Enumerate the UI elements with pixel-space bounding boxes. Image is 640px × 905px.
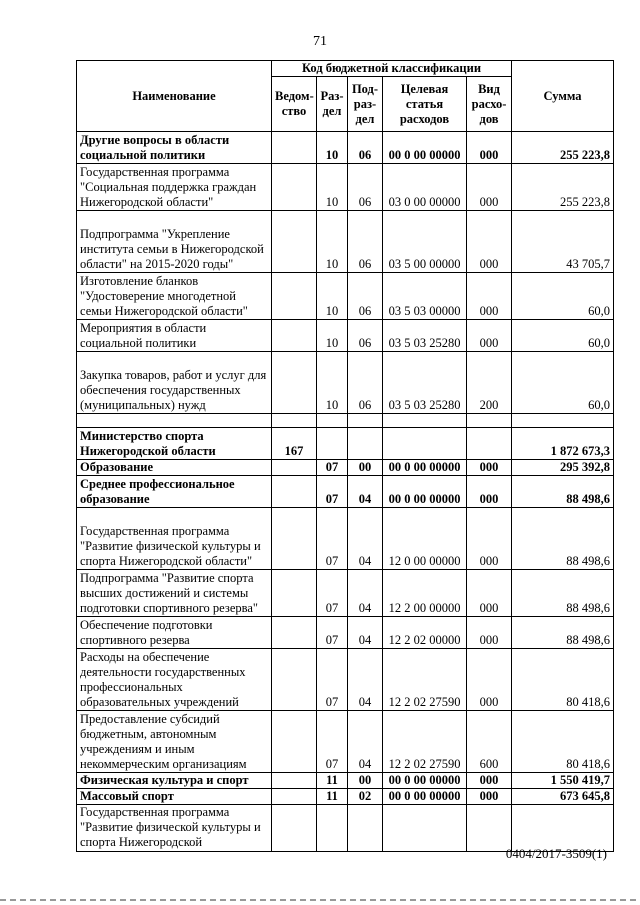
cell-sum: 88 498,6 <box>512 617 614 649</box>
header-dept: Ведом-ство <box>272 77 317 132</box>
cell-name: Массовый спорт <box>77 789 272 805</box>
table-row <box>77 164 614 211</box>
cell-sum: 43 705,7 <box>512 211 614 273</box>
cell-subsection: 04 <box>348 476 383 508</box>
table-row <box>77 773 614 789</box>
cell-dept <box>272 570 317 617</box>
cell-dept <box>272 476 317 508</box>
cell-name <box>77 414 272 428</box>
cell-subsection: 06 <box>348 273 383 320</box>
cell-exp-type: 000 <box>467 570 512 617</box>
cell-target: 00 0 00 00000 <box>383 789 467 805</box>
cell-name: Мероприятия в области социальной политики <box>77 320 272 352</box>
cell-dept <box>272 460 317 476</box>
cell-dept <box>272 711 317 773</box>
table-row <box>77 789 614 805</box>
cell-subsection: 04 <box>348 617 383 649</box>
cell-dept <box>272 805 317 852</box>
header-exp-type: Вид расхо-дов <box>467 77 512 132</box>
cell-exp-type: 000 <box>467 273 512 320</box>
cell-exp-type <box>467 414 512 428</box>
cell-section: 07 <box>317 570 348 617</box>
cell-target: 12 2 00 00000 <box>383 570 467 617</box>
cell-section: 10 <box>317 320 348 352</box>
cell-name: Государственная программа "Развитие физической культуры и спорта Нижегородской области" <box>77 508 272 570</box>
cell-target <box>383 428 467 460</box>
cell-subsection: 00 <box>348 460 383 476</box>
cell-sum: 1 872 673,3 <box>512 428 614 460</box>
cell-exp-type: 000 <box>467 320 512 352</box>
cell-section: 11 <box>317 773 348 789</box>
table-row <box>77 460 614 476</box>
cell-dept <box>272 789 317 805</box>
cell-name: Изготовление бланков "Удостоверение многодетной семьи Нижегородской области" <box>77 273 272 320</box>
cell-section <box>317 414 348 428</box>
cell-dept <box>272 164 317 211</box>
table-row <box>77 508 614 570</box>
cell-name: Обеспечение подготовки спортивного резерва <box>77 617 272 649</box>
cell-exp-type: 000 <box>467 789 512 805</box>
cell-sum: 80 418,6 <box>512 711 614 773</box>
cell-name: Предоставление субсидий бюджетным, автономным учреждениям и иным некоммерческим организациям <box>77 711 272 773</box>
cell-name: Государственная программа "Социальная поддержка граждан Нижегородской области" <box>77 164 272 211</box>
cell-dept <box>272 617 317 649</box>
cell-sum: 88 498,6 <box>512 570 614 617</box>
cell-name: Закупка товаров, работ и услуг для обеспечения государственных (муниципальных) нужд <box>77 352 272 414</box>
cell-sum: 1 550 419,7 <box>512 773 614 789</box>
cell-target: 03 5 03 25280 <box>383 320 467 352</box>
cell-target: 03 0 00 00000 <box>383 164 467 211</box>
cell-section: 10 <box>317 132 348 164</box>
cell-dept <box>272 211 317 273</box>
cell-sum: 60,0 <box>512 320 614 352</box>
cell-name: Государственная программа "Развитие физической культуры и спорта Нижегородской <box>77 805 272 852</box>
cell-exp-type: 000 <box>467 132 512 164</box>
cell-dept <box>272 508 317 570</box>
cell-subsection: 06 <box>348 352 383 414</box>
cell-subsection: 00 <box>348 773 383 789</box>
cell-subsection <box>348 414 383 428</box>
cell-exp-type: 000 <box>467 508 512 570</box>
cell-sum <box>512 414 614 428</box>
table-row <box>77 414 614 428</box>
cell-section: 07 <box>317 711 348 773</box>
header-code-group: Код бюджетной классификации <box>272 61 512 77</box>
cell-target: 12 0 00 00000 <box>383 508 467 570</box>
cell-target: 03 5 00 00000 <box>383 211 467 273</box>
cell-sum: 673 645,8 <box>512 789 614 805</box>
cell-section: 07 <box>317 617 348 649</box>
cell-sum: 60,0 <box>512 273 614 320</box>
cell-exp-type: 000 <box>467 649 512 711</box>
header-subsection: Под-раз-дел <box>348 77 383 132</box>
cell-sum: 255 223,8 <box>512 132 614 164</box>
table-row <box>77 617 614 649</box>
header-sum: Сумма <box>512 61 614 132</box>
cell-name: Подпрограмма "Развитие спорта высших достижений и системы подготовки спортивного резерва" <box>77 570 272 617</box>
cell-target: 12 2 02 27590 <box>383 711 467 773</box>
cell-subsection: 06 <box>348 164 383 211</box>
cell-sum: 295 392,8 <box>512 460 614 476</box>
cell-dept <box>272 132 317 164</box>
table-row <box>77 428 614 460</box>
cell-name: Расходы на обеспечение деятельности государственных профессиональных образовательных учреждений <box>77 649 272 711</box>
table-row <box>77 320 614 352</box>
cell-name: Министерство спорта Нижегородской области <box>77 428 272 460</box>
cell-sum: 88 498,6 <box>512 476 614 508</box>
header-name: Наименование <box>77 61 272 132</box>
page-number: 71 <box>313 34 327 49</box>
cell-exp-type: 000 <box>467 617 512 649</box>
cell-target <box>383 414 467 428</box>
cell-exp-type: 000 <box>467 164 512 211</box>
cell-section: 11 <box>317 789 348 805</box>
table-row <box>77 476 614 508</box>
cell-exp-type <box>467 428 512 460</box>
cell-subsection: 02 <box>348 789 383 805</box>
cell-section <box>317 428 348 460</box>
cell-sum <box>512 805 614 852</box>
cell-subsection <box>348 428 383 460</box>
cell-subsection: 06 <box>348 320 383 352</box>
budget-table <box>76 60 614 852</box>
cell-section: 10 <box>317 164 348 211</box>
table-row <box>77 570 614 617</box>
cell-name: Физическая культура и спорт <box>77 773 272 789</box>
cell-section: 10 <box>317 211 348 273</box>
cell-exp-type <box>467 805 512 852</box>
table-row <box>77 711 614 773</box>
cell-target: 12 2 02 27590 <box>383 649 467 711</box>
cell-dept <box>272 414 317 428</box>
cell-section: 10 <box>317 352 348 414</box>
cell-dept <box>272 352 317 414</box>
cell-name: Другие вопросы в области социальной политики <box>77 132 272 164</box>
cell-dept: 167 <box>272 428 317 460</box>
cell-subsection <box>348 805 383 852</box>
cell-section: 07 <box>317 649 348 711</box>
table-row <box>77 273 614 320</box>
table-body <box>77 132 614 852</box>
cell-target: 12 2 02 00000 <box>383 617 467 649</box>
cell-subsection: 04 <box>348 711 383 773</box>
table-row <box>77 805 614 852</box>
cell-exp-type: 200 <box>467 352 512 414</box>
cell-target: 00 0 00 00000 <box>383 773 467 789</box>
cell-subsection: 04 <box>348 649 383 711</box>
cell-sum: 60,0 <box>512 352 614 414</box>
cell-exp-type: 600 <box>467 711 512 773</box>
header-target: Целевая статья расходов <box>383 77 467 132</box>
table-row <box>77 352 614 414</box>
cell-dept <box>272 320 317 352</box>
cell-exp-type: 000 <box>467 773 512 789</box>
cell-section: 07 <box>317 460 348 476</box>
cell-exp-type: 000 <box>467 476 512 508</box>
table-row <box>77 211 614 273</box>
cell-section: 10 <box>317 273 348 320</box>
cell-subsection: 04 <box>348 570 383 617</box>
table-row <box>77 649 614 711</box>
cell-sum: 80 418,6 <box>512 649 614 711</box>
cell-dept <box>272 273 317 320</box>
cell-target: 00 0 00 00000 <box>383 132 467 164</box>
cell-sum: 88 498,6 <box>512 508 614 570</box>
cell-dept <box>272 773 317 789</box>
header-section: Раз-дел <box>317 77 348 132</box>
cell-subsection: 04 <box>348 508 383 570</box>
cell-target: 00 0 00 00000 <box>383 476 467 508</box>
cell-dept <box>272 649 317 711</box>
cell-name: Образование <box>77 460 272 476</box>
cell-section: 07 <box>317 476 348 508</box>
table-row <box>77 132 614 164</box>
cell-exp-type: 000 <box>467 460 512 476</box>
cell-target: 03 5 03 00000 <box>383 273 467 320</box>
document-code: 0404/2017-3509(1) <box>505 846 607 861</box>
cell-target: 03 5 03 25280 <box>383 352 467 414</box>
cell-subsection: 06 <box>348 211 383 273</box>
cell-sum: 255 223,8 <box>512 164 614 211</box>
cell-subsection: 06 <box>348 132 383 164</box>
cell-target: 00 0 00 00000 <box>383 460 467 476</box>
cell-name: Среднее профессиональное образование <box>77 476 272 508</box>
cell-section: 07 <box>317 508 348 570</box>
cell-section <box>317 805 348 852</box>
cell-exp-type: 000 <box>467 211 512 273</box>
cell-name: Подпрограмма "Укрепление института семьи в Нижегородской области" на 2015-2020 годы" <box>77 211 272 273</box>
scan-artifact-line <box>0 899 640 901</box>
cell-target <box>383 805 467 852</box>
